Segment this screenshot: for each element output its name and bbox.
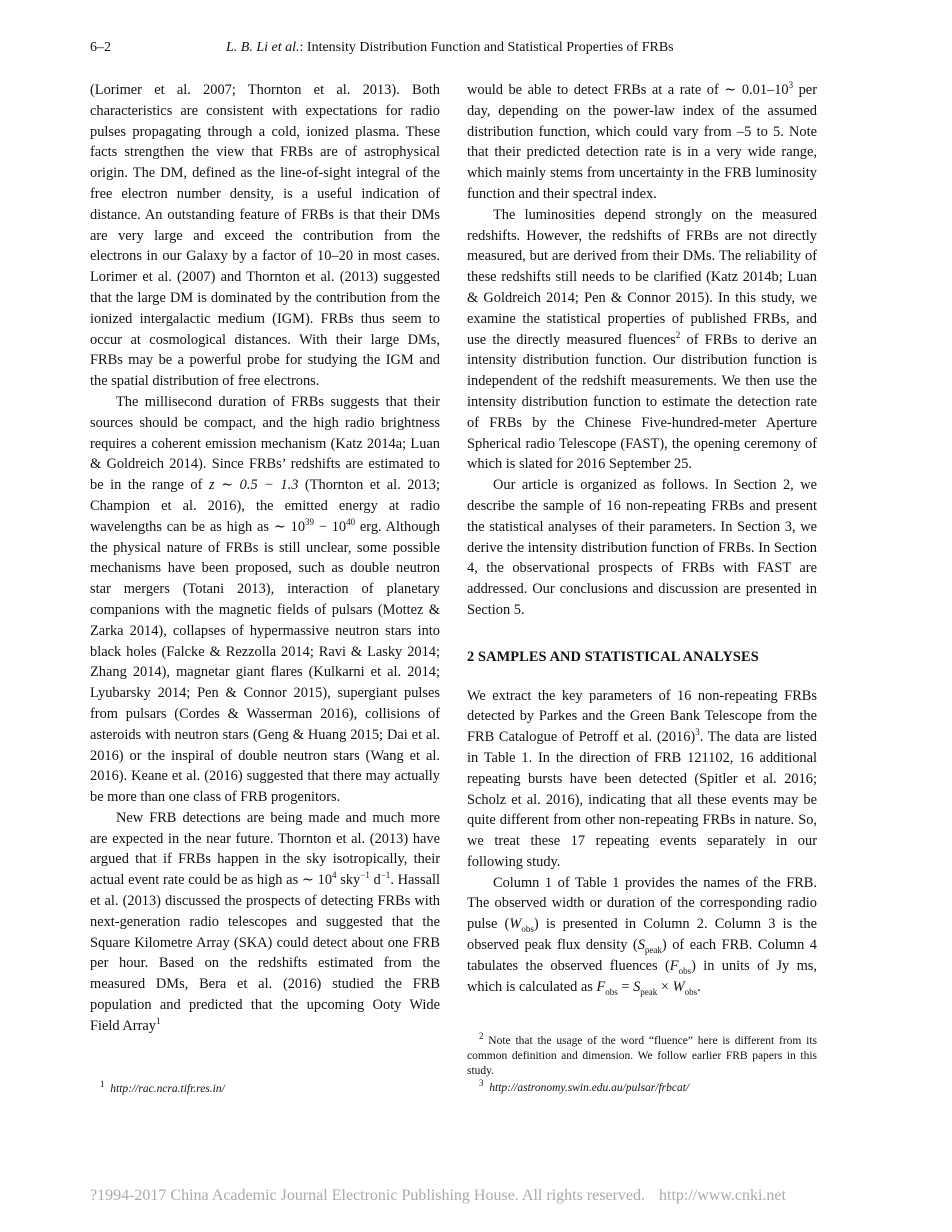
paragraph: New FRB detections are being made and much more are expected in the near future. Thornton et al. (2013) have argued that if FRBs happen in the sky isotropically, their actual event rate could be as high as ∼ $10^4$ sky$^{-1}$ $d^{-1}$. Hassall et al. (2013) discussed the prospects of detecting FRBs with next-generation radio telescopes and suggested that the Square Kilometre Array (SKA) could detect about one FRB per hour. Based on the redshifts estimated from the measured DMs, Bera et al. (2016) studied the FRB population and predicted that the upcoming Ooty Wide Field Array$^1$ [90,809,440,1034]
paragraph: (Lorimer et al. 2007; Thornton et al. 2013). Both characteristics are consistent with expectations for radio pulses propagating through a cold, ionized plasma. These facts strengthen the view that FRBs are of astrophysical origin. The DM, defined as the line-of-sight integral of the free electron number density, is a useful indication of distance. An outstanding feature of FRBs is that their DMs are very large and exceed the contribution from the electrons in our Galaxy by a factor of 10–20 in most cases. Lorimer et al. (2007) and Thornton et al. (2013) suggested that the large DM is dominated by the contribution from the ionized intergalactic medium (IGM). FRBs thus seem to occur at cosmological distances. With their large DMs, FRBs may be a powerful probe for studying the IGM and the spatial distribution of free electrons. [90,82,440,390]
fluence-equation: $F_{obs} = S_{peak} \times W_{obs}$ [596,978,698,997]
redshift-range: z ∼ 0.5 − 1.3 [208,477,299,494]
running-authors: L. B. Li et al. [226,40,300,55]
footnote-link[interactable]: http://rac.ncra.tifr.res.in/ [110,1083,225,1095]
paragraph: The luminosities depend strongly on the measured redshifts. However, the redshifts of FRBs are not directly measured, but are derived from their DMs. The reliability of these redshifts still needs to be clarified (Katz 2014b; Luan & Goldreich 2014; Pen & Connor 2015). In this study, we examine the statistical properties of published FRBs, and use the directly measured fluences$^2$ of FRBs to derive an intensity distribution function. Our distribution function is independent of the redshift measurements. We then use the intensity distribution function to estimate the detection rate of FRBs by the Chinese Five-hundred-meter Aperture Spherical radio Telescope (FAST), the opening ceremony of which is slated for 2016 September 25. [467,206,817,473]
footnote-ref: 2 [675,329,681,340]
paragraph: Column 1 of Table 1 provides the names of the FRB. The observed width or duration of the corresponding radio pulse $(W_{obs})$ is presented in Column 2. Column 3 is the observed peak flux density $(S_{peak})$ of each FRB. Column 4 tabulates the observed fluences $(F_{obs})$ in units of Jy ms, which is calculated as $F_{obs} = S_{peak} \times W_{obs}$. [467,874,817,997]
footnote-link[interactable]: http://astronomy.swin.edu.au/pulsar/frbcat/ [489,1082,690,1094]
footnote-2: $^2$ Note that the usage of the word “fluence” here is different from its common definition and dimension. We follow earlier FRB papers in this study. [467,1031,817,1077]
running-title-text: : Intensity Distribution Function and Statistical Properties of FRBs [299,40,674,55]
paragraph: would be able to detect FRBs at a rate of ∼ $0.01-10^3$ per day, depending on the power-law index of the assumed distribution function, which could vary from –5 to 5. Note that their predicted detection rate is in a very wide range, which mainly stems from uncertainty in the FRB luminosity function and their spectral index. [467,80,817,202]
footer-url[interactable]: http://www.cnki.net [659,1187,786,1204]
running-header [90,40,862,60]
right-column [467,80,817,997]
footnote-1: $^1$ http://rac.ncra.tifr.res.in/ [100,1079,225,1095]
copyright-text: ?1994-2017 China Academic Journal Electronic Publishing House. All rights reserved. [90,1187,645,1204]
left-column [90,80,440,1037]
paragraph: We extract the key parameters of 16 non-repeating FRBs detected by Parkes and the Green Bank Telescope from the FRB Catalogue of Petroff et al. $(2016)^3$. The data are listed in Table 1. In the direction of FRB 121102, 16 additional repeating bursts have been detected (Spitler et al. 2016; Scholz et al. 2016), indicating that all these events may be quite different from other non-repeating FRBs in nature. So, we treat these 17 repeating events separately in our following study. [467,687,817,870]
footnote-ref: 3 [695,727,700,738]
copyright-footer [90,1187,890,1205]
footnote-3: $^3$ http://astronomy.swin.edu.au/pulsar/frbcat/ [479,1078,690,1094]
section-heading: 2 SAMPLES AND STATISTICAL ANALYSES [467,648,759,665]
footnotes-right [467,1031,817,1096]
paragraph: Our article is organized as follows. In Section 2, we describe the sample of 16 non-repeating FRBs and present the statistical analyses of their parameters. In Section 3, we derive the intensity distribution function of FRBs. In Section 4, the observational prospects of FRBs with FAST are addressed. Our conclusions and discussion are presented in Section 5. [467,477,817,618]
footnote-ref: 1 [155,1016,161,1027]
paragraph: The millisecond duration of FRBs suggests that their sources should be compact, and the high radio brightness requires a coherent emission mechanism (Katz 2014a; Luan & Goldreich 2014). Since FRBs’ redshifts are estimated to be in the range of z ∼ 0.5 − 1.3 (Thornton et al. 2013; Champion et al. 2016), the emitted energy at radio wavelengths can be as high as ∼ $10^{39} - 10^{40}$ erg. Although the physical nature of FRBs is still unclear, some possible mechanisms have been proposed, such as double neutron star mergers (Totani 2013), interaction of planetary companions with the magnetic fields of pulsars (Mottez & Zarka 2014), collapses of hypermassive neutron stars into black holes (Falcke & Rezzolla 2014; Ravi & Lasky 2014; Zhang 2014), magnetar giant flares (Kulkarni et al. 2014; Lyubarsky 2014; Pen & Connor 2015), supergiant pulses from pulsars (Cordes & Wasserman 2016), collisions of asteroids with neutron stars (Geng & Huang 2015; Dai et al. 2016) or the inspiral of double neutron stars (Wang et al. 2016). Keane et al. (2016) suggested that there may actually be more than one class of FRB progenitors. [90,393,440,806]
page-number: 6–2 [90,40,111,55]
running-title [226,40,674,56]
